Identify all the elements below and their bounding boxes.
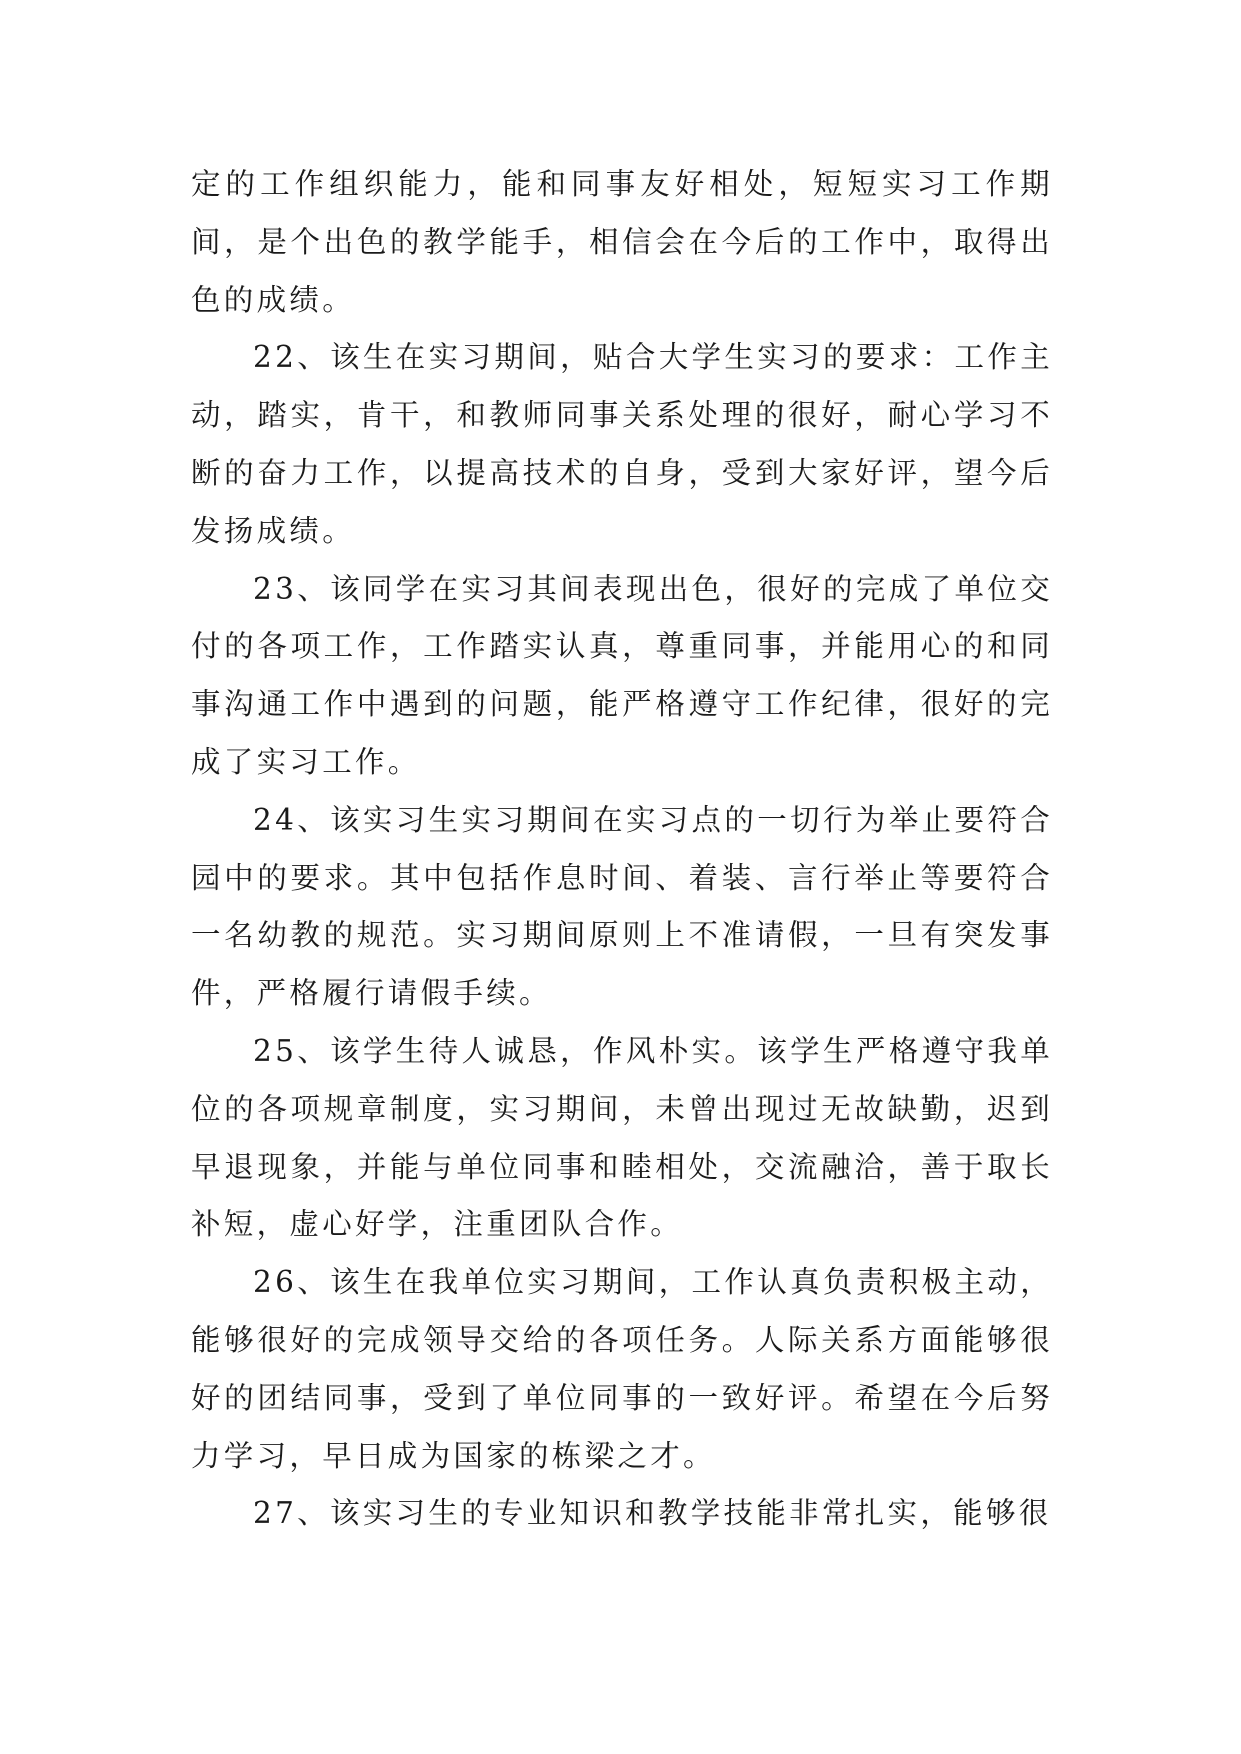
paragraph-continued: 定的工作组织能力，能和同事友好相处，短短实习工作期间，是个出色的教学能手，相信会在今后的工作中，取得出色的成绩。 [191, 167, 1053, 317]
paragraph-22: 22、该生在实习期间，贴合大学生实习的要求：工作主动，踏实，肯干，和教师同事关系处理的很好，耐心学习不断的奋力工作，以提高技术的自身，受到大家好评，望今后发扬成绩。 [191, 340, 1053, 548]
paragraph-23: 23、该同学在实习其间表现出色，很好的完成了单位交付的各项工作，工作踏实认真，尊重同事，并能用心的和同事沟通工作中遇到的问题，能严格遵守工作纪律，很好的完成了实习工作。 [191, 571, 1053, 779]
paragraph-25: 25、该学生待人诚恳，作风朴实。该学生严格遵守我单位的各项规章制度，实习期间，未曾出现过无故缺勤，迟到早退现象，并能与单位同事和睦相处，交流融洽，善于取长补短，虚心好学，注重团队合作。 [191, 1033, 1053, 1242]
paragraph-27: 27、该实习生的专业知识和教学技能非常扎实，能够很 [253, 1496, 1052, 1531]
paragraph-24: 24、该实习生实习期间在实习点的一切行为举止要符合园中的要求。其中包括作息时间、着装、言行举止等要符合一名幼教的规范。实习期间原则上不准请假，一旦有突发事件，严格履行请假手续。 [191, 802, 1053, 1011]
document-body [191, 156, 1053, 1543]
paragraph-26: 26、该生在我单位实习期间，工作认真负责积极主动，能够很好的完成领导交给的各项任务。人际关系方面能够很好的团结同事，受到了单位同事的一致好评。希望在今后努力学习，早日成为国家的栋梁之才。 [191, 1265, 1053, 1473]
